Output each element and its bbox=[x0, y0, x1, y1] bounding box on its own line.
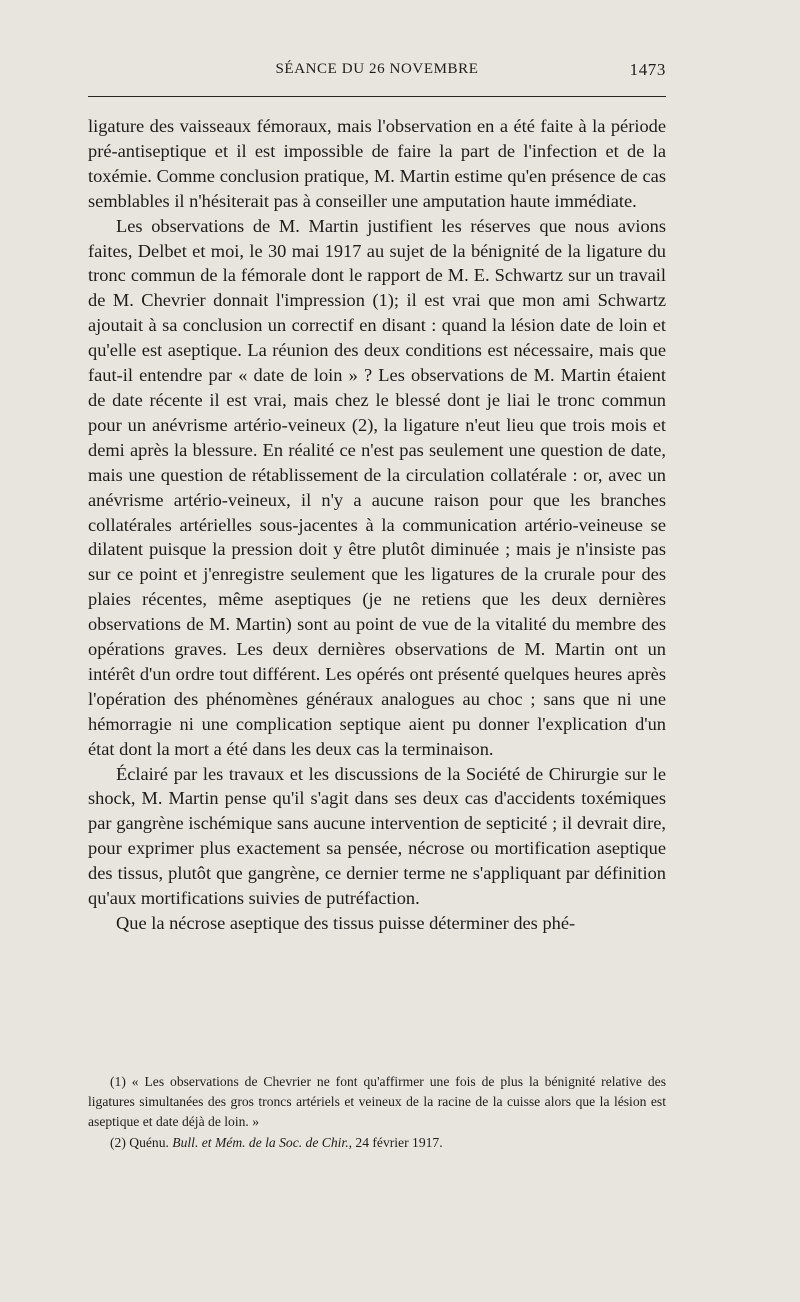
paragraph: Que la nécrose aseptique des tissus puisse déterminer des phé- bbox=[116, 913, 576, 933]
footnote-2-prefix: (2) Quénu. bbox=[110, 1135, 173, 1150]
footnote-2-source: Bull. et Mém. de la Soc. de Chir. bbox=[172, 1135, 349, 1150]
running-title: SÉANCE DU 26 NOVEMBRE bbox=[275, 61, 479, 77]
footnotes bbox=[88, 1072, 666, 1153]
paragraph-continuation: ligature des vaisseaux fémoraux, mais l'observation en a été faite à la période pré-antiseptique et il est impossible de faire la part de l'infection et de la toxémie. Comme conclusion pratique, M. Martin estime qu'en présence de cas semblables il n'hésiterait pas à conseiller une amputation haute immédiate. bbox=[88, 116, 666, 211]
main-text bbox=[88, 114, 666, 936]
footnote-1: (1) « Les observations de Chevrier ne font qu'affirmer une fois de plus la bénignité relative des ligatures simultanées des gros troncs artériels et veineux de la racine de la cuisse alors que la lésion est aseptique et date déjà de loin. » bbox=[88, 1074, 666, 1129]
header-rule bbox=[88, 96, 666, 97]
footnote-2 bbox=[88, 1133, 666, 1153]
page-number: 1473 bbox=[629, 60, 666, 79]
paragraph: Les observations de M. Martin justifient les réserves que nous avions faites, Delbet et moi, le 30 mai 1917 au sujet de la bénignité de la ligature du tronc commun de la fémorale dont le rapport de M. E. Schwartz sur un travail de M. Chevrier donnait l'impression (1); il est vrai que mon ami Schwartz ajoutait à sa conclusion un correctif en disant : quand la lésion date de loin et qu'elle est aseptique. La réunion des deux conditions est nécessaire, mais que faut-il entendre par « date de loin » ? Les observations de M. Martin étaient de date récente il est vrai, mais chez le blessé dont je liai le tronc commun pour un anévrisme artério-veineux (2), la ligature n'eut lieu que trois mois et demi après la blessure. En réalité ce n'est pas seulement une question de date, mais une question de rétablissement de la circulation collatérale : or, avec un anévrisme artério-veineux, il n'y a aucune raison pour que les branches collatérales artérielles sous-jacentes à la communication artério-veineuse se dilatent puisque la pression doit y être plutôt diminuée ; mais je n'insiste pas sur ce point et j'enregistre seulement que les ligatures de la crurale pour des plaies récentes, même aseptiques (je ne retiens que les deux dernières observations de M. Martin) sont au point de vue de la vitalité du membre des opérations graves. Les deux dernières observations de M. Martin ont un intérêt d'un ordre tout différent. Les opérés ont présenté quelques heures après l'opération des phénomènes généraux analogues au choc ; sans que ni une hémorragie ni une complication septique aient pu donner l'explication d'un état dont la mort a été dans les deux cas la terminaison. bbox=[88, 215, 666, 759]
running-header bbox=[88, 58, 666, 86]
footnote-2-suffix: , 24 février 1917. bbox=[348, 1135, 443, 1150]
paragraph: Éclairé par les travaux et les discussions de la Société de Chirurgie sur le shock, M. Martin pense qu'il s'agit dans ses deux cas d'accidents toxémiques par gangrène ischémique sans aucune intervention de septicité ; il devrait dire, pour exprimer plus exactement sa pensée, nécrose ou mortification aseptique des tissus, plutôt que gangrène, ce dernier terme ne s'appliquant par définition qu'aux mortifications suivies de putréfaction. bbox=[88, 763, 666, 909]
